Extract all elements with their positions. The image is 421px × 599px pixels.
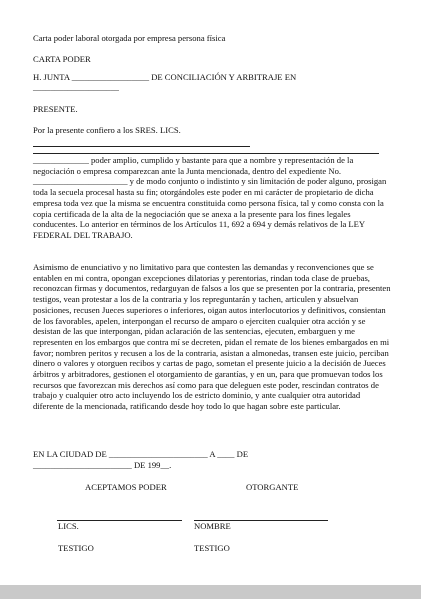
testigo-left-label: TESTIGO (58, 543, 94, 553)
presente-line: PRESENTE. (33, 104, 78, 114)
lics-label: LICS. (58, 521, 79, 531)
city-line: EN LA CIUDAD DE _______________________ A ____ DE (33, 449, 249, 459)
otorgante-label: OTORGANTE (246, 482, 299, 492)
acepto-label: ACEPTAMOS PODER (85, 482, 167, 492)
blank-line-1 (33, 146, 250, 147)
viewer-bottom-bar (0, 585, 421, 599)
paragraph-2: Asimismo de enunciativo y no limitativo para que contesten las demandas y reconvenciones que se entablen en mi contra, opongan excepciones dilatorias y perentorias, rindan toda clase de pruebas, reconozcan firmas y documentos, redarguyan de falsos a los que se presenten por la contraria, presenten testigos, vean protestar a los de la contraria y los repreguntarán y tachen, articulen y absuelvan posiciones, recusen Jueces superiores o inferiores, oigan autos interlocutorios y definitivos, consientan de los favorables, apelen, interpongan el recurso de amparo o ejerciten cualquier otra acción y se desistan de las que interpongan, pidan aclaración de las sentencias, ejecuten, embarguen y me representen en los embargos que contra mí se decreten, pidan el remate de los bienes embargados en mi favor; nombren peritos y recusen a los de la contraria, asistan a almonedas, transen este juicio, perciban dinero o valores y otorguen recibos y cartas de pago, sometan el presente juicio a la decisión de Jueces árbitros y arbitradores, gestionen el otorgamiento de garantías, y en un, para que promuevan todos los recursos que favorezcan mis derechos así como para que deleguen este poder, rescindan contratos de trabajo y cualquier otro acto incluyendo los de estricto dominio, y ante cualquier otra autoridad diferente de la mencionada, ratificando desde hoy todo lo que hagan sobre este particular. (33, 262, 391, 412)
blank-line-2 (33, 153, 379, 154)
junta-line: H. JUNTA __________________ DE CONCILIACIÓN Y ARBITRAJE EN (33, 72, 297, 82)
testigo-right-label: TESTIGO (194, 543, 230, 553)
document-title: Carta poder laboral otorgada por empresa persona física (33, 33, 226, 43)
intro-line: Por la presente confiero a los SRES. LICS. (33, 125, 181, 135)
junta-line-2: ____________________ (33, 82, 119, 92)
date-line: _______________________ DE 199__. (33, 460, 172, 470)
paragraph-1: _____________ poder amplio, cumplido y bastante para que a nombre y representación de la negociación o empresa comparezcan ante la Junta mencionada, dentro del expediente No. ______________________ y de modo conjunto o indistinto y sin limitación de poder alguno, prosigan toda la secuela procesal hasta su fin; otorgándoles este poder en mi carácter de propietario de dicha empresa toda vez que la misma se encuentra constituida como persona física, tal y como consta con la copia certificada de la alta de la negociación que se anexa a la presente para los fines legales conducentes. Lo anterior en términos de los Artículos 11, 692 a 694 y demás relativos de la LEY FEDERAL DEL TRABAJO. (33, 155, 387, 240)
nombre-label: NOMBRE (194, 521, 231, 531)
document-heading: CARTA PODER (33, 54, 91, 64)
